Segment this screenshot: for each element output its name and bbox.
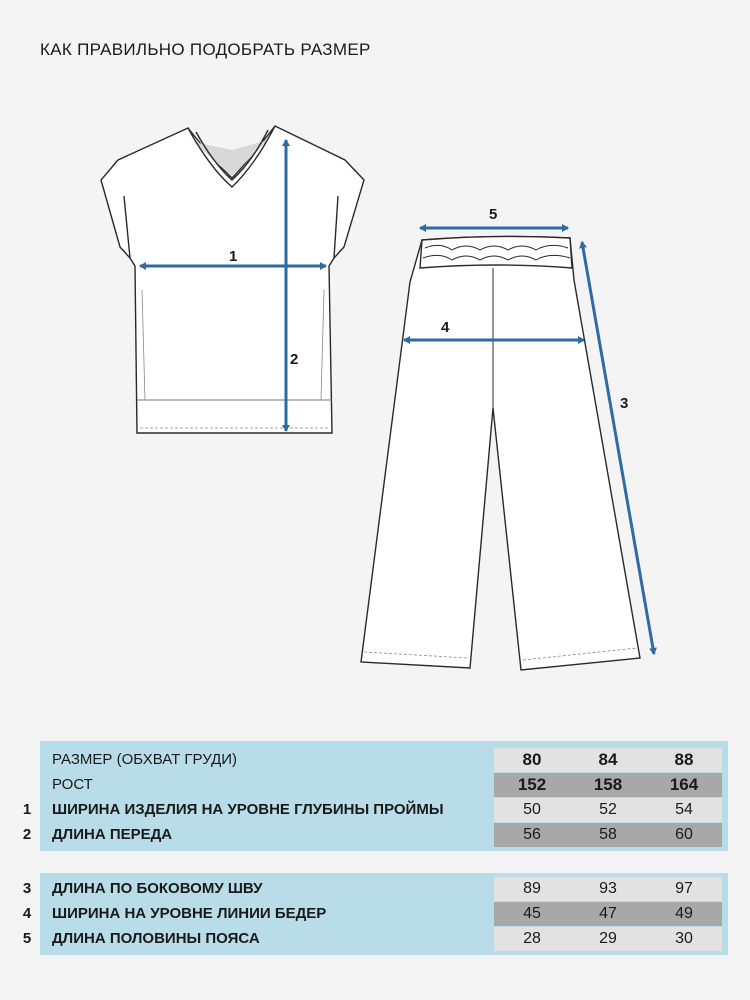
row-value: 30 xyxy=(675,930,693,947)
height-value: 164 xyxy=(669,775,699,794)
table-row-height xyxy=(40,773,728,797)
row-value: 56 xyxy=(523,826,541,843)
row-number: 4 xyxy=(22,905,32,922)
row-number: 2 xyxy=(22,826,32,843)
row-label: ШИРИНА НА УРОВНЕ ЛИНИИ БЕДЕР xyxy=(52,905,327,922)
row-value: 49 xyxy=(675,905,693,922)
row-value: 97 xyxy=(675,880,693,897)
row-label: ДЛИНА ПОЛОВИНЫ ПОЯСА xyxy=(52,930,260,947)
row-value: 52 xyxy=(599,801,617,818)
table-row xyxy=(40,927,728,951)
row-number: 1 xyxy=(22,801,32,818)
measure-label-5: 5 xyxy=(489,206,498,223)
row-value: 58 xyxy=(599,826,617,843)
page-title: КАК ПРАВИЛЬНО ПОДОБРАТЬ РАЗМЕР xyxy=(40,40,371,59)
row-number: 5 xyxy=(22,930,32,947)
height-label: РОСТ xyxy=(52,776,93,793)
measure-label-4: 4 xyxy=(441,319,450,336)
size-table-top xyxy=(40,741,728,851)
row-value: 45 xyxy=(523,905,541,922)
height-value: 152 xyxy=(517,775,547,794)
bottom-garment-drawing xyxy=(361,236,640,670)
measure-label-2: 2 xyxy=(290,351,299,368)
measure-label-1: 1 xyxy=(229,248,238,265)
row-label: ДЛИНА ПЕРЕДА xyxy=(52,826,173,843)
top-garment-drawing xyxy=(101,126,364,433)
table-row-size xyxy=(40,748,728,772)
size-value: 84 xyxy=(598,750,618,769)
row-value: 60 xyxy=(675,826,693,843)
row-value: 47 xyxy=(599,905,617,922)
row-number: 3 xyxy=(22,880,32,897)
row-label: ДЛИНА ПО БОКОВОМУ ШВУ xyxy=(52,880,263,897)
measure-label-3: 3 xyxy=(620,395,629,412)
size-header-label: РАЗМЕР (ОБХВАТ ГРУДИ) xyxy=(52,751,238,768)
size-value: 88 xyxy=(674,750,694,769)
row-value: 28 xyxy=(523,930,541,947)
row-value: 50 xyxy=(523,801,541,818)
row-value: 54 xyxy=(675,801,693,818)
height-value: 158 xyxy=(593,775,623,794)
size-table-bottom xyxy=(40,873,728,955)
row-label: ШИРИНА ИЗДЕЛИЯ НА УРОВНЕ ГЛУБИНЫ ПРОЙМЫ xyxy=(52,801,444,818)
row-value: 89 xyxy=(523,880,541,897)
table-row xyxy=(40,902,728,926)
row-value: 29 xyxy=(599,930,617,947)
table-row xyxy=(40,798,728,822)
table-row xyxy=(40,877,728,901)
row-value: 93 xyxy=(599,880,617,897)
table-row xyxy=(40,823,728,847)
size-value: 80 xyxy=(522,750,542,769)
